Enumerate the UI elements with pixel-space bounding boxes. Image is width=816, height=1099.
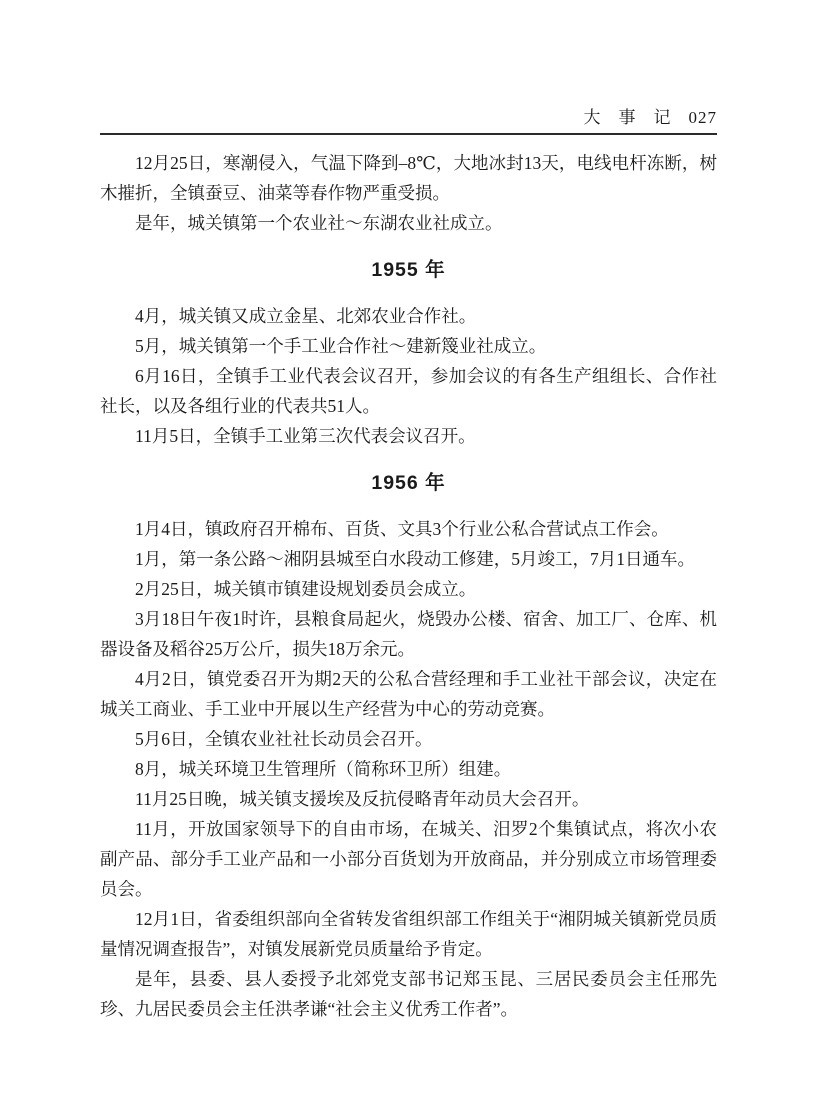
chronicle-paragraph: 1月，第一条公路～湘阴县城至白水段动工修建，5月竣工，7月1日通车。 — [135, 549, 695, 569]
chronicle-paragraph: 11月5日，全镇手工业第三次代表会议召开。 — [135, 426, 476, 446]
chronicle-paragraph: 12月1日，省委组织部向全省转发省组织部工作组关于“湘阴城关镇新党员质量情况调查报告”，对镇发展新党员质量给予肯定。 — [100, 909, 717, 959]
chronicle-paragraph: 11月，开放国家领导下的自由市场，在城关、汨罗2个集镇试点，将次小农副产品、部分手工业产品和一小部分百货划为开放商品，并分别成立市场管理委员会。 — [100, 819, 717, 899]
chronicle-paragraph: 5月6日，全镇农业社社长动员会召开。 — [135, 729, 433, 749]
chronicle-paragraph: 是年，城关镇第一个农业社～东湖农业社成立。 — [135, 213, 503, 233]
chronicle-paragraph: 4月2日，镇党委召开为期2天的公私合营经理和手工业社干部会议，决定在城关工商业、手工业中开展以生产经营为中心的劳动竞赛。 — [100, 669, 717, 719]
chronicle-paragraph: 1月4日，镇政府召开棉布、百货、文具3个行业公私合营试点工作会。 — [135, 519, 669, 539]
chronicle-paragraph: 5月，城关镇第一个手工业合作社～建新篾业社成立。 — [135, 336, 547, 356]
page-number: 027 — [688, 108, 717, 127]
chronicle-paragraph: 是年，县委、县人委授予北郊党支部书记郑玉昆、三居民委员会主任邢先珍、九居民委员会主任洪孝谦“社会主义优秀工作者”。 — [100, 969, 717, 1019]
chronicle-paragraph: 4月，城关镇又成立金星、北郊农业合作社。 — [135, 306, 477, 326]
year-heading-1956: 1956 年 — [371, 472, 446, 494]
chronicle-paragraph: 8月，城关环境卫生管理所（简称环卫所）组建。 — [135, 759, 512, 779]
running-header — [100, 0, 717, 135]
running-header-title: 大事记 — [583, 108, 689, 127]
chronicle-paragraph: 11月25日晚，城关镇支援埃及反抗侵略青年动员大会召开。 — [135, 789, 590, 809]
chronicle-body — [100, 148, 717, 1024]
year-heading-1955: 1955 年 — [371, 259, 446, 281]
chronicle-paragraph: 12月25日，寒潮侵入，气温下降到–8℃，大地冰封13天，电线电杆冻断，树木摧折，全镇蚕豆、油菜等春作物严重受损。 — [100, 153, 717, 203]
text-block — [100, 0, 717, 1024]
chronicle-paragraph: 2月25日，城关镇市镇建设规划委员会成立。 — [135, 579, 477, 599]
chronicle-paragraph: 6月16日，全镇手工业代表会议召开，参加会议的有各生产组组长、合作社社长，以及各组行业的代表共51人。 — [100, 366, 717, 416]
chronicle-paragraph: 3月18日午夜1时许，县粮食局起火，烧毁办公楼、宿舍、加工厂、仓库、机器设备及稻谷25万公斤，损失18万余元。 — [100, 609, 717, 659]
